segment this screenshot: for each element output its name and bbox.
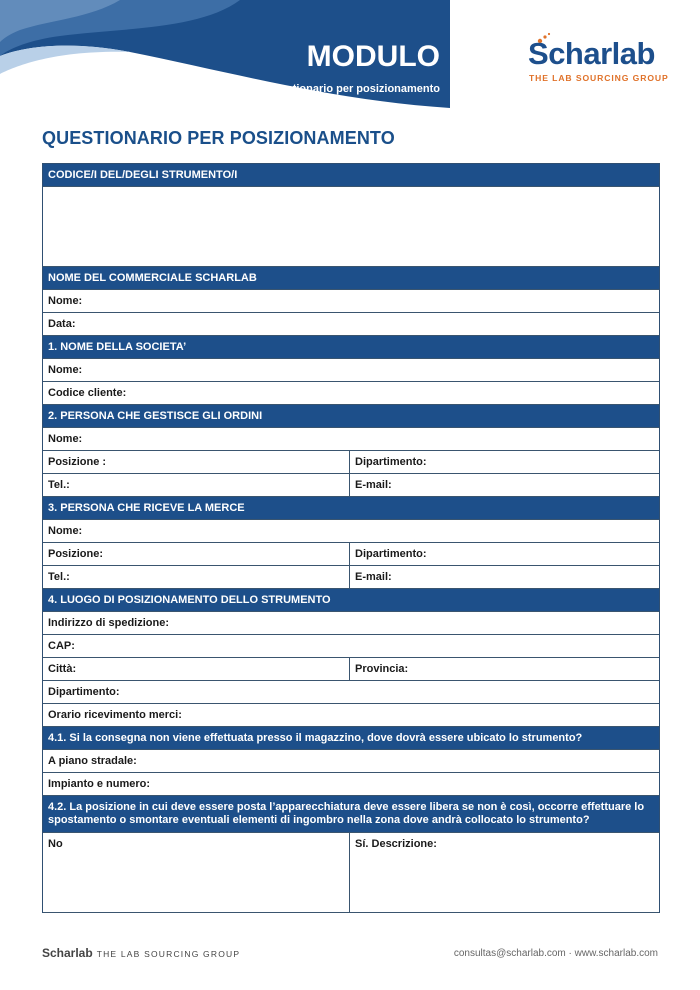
orders-position-field[interactable]: Posizione : <box>43 451 350 473</box>
orders-position-row <box>43 451 659 474</box>
section-header <box>43 267 659 290</box>
receiver-tel-field[interactable]: Tel.: <box>43 566 350 588</box>
page-title: QUESTIONARIO PER POSIZIONAMENTO <box>42 128 395 148</box>
q42-header: 4.2. La posizione in cui deve essere posta l’apparecchiatura deve essere libera se non è così, occorre effettuare lo spostamento o smontare eventuali elementi di ingombro nella zona dove andrà collocato lo strumento? <box>48 801 645 826</box>
cap-field[interactable]: CAP: <box>43 635 659 658</box>
receiver-position-row <box>43 543 659 566</box>
footer-brand-tagline: THE LAB SOURCING GROUP <box>96 949 241 959</box>
province-field[interactable]: Provincia: <box>355 663 409 675</box>
answer-no-field[interactable]: No <box>43 833 350 912</box>
answer-yes-field[interactable]: Sí. Descrizione: <box>355 838 437 850</box>
scharlab-logo <box>528 36 668 86</box>
section-header <box>43 164 659 187</box>
instrument-codes-label: CODICE/I DEL/DEGLI STRUMENTO/I <box>48 169 238 181</box>
q42-answer-row <box>43 833 659 913</box>
orders-name-field[interactable]: Nome: <box>43 428 659 451</box>
sales-date-field[interactable]: Data: <box>43 313 659 336</box>
orders-tel-field[interactable]: Tel.: <box>43 474 350 496</box>
receiver-position-field[interactable]: Posizione: <box>43 543 350 565</box>
company-name-field[interactable]: Nome: <box>43 359 659 382</box>
sales-header: NOME DEL COMMERCIALE SCHARLAB <box>48 272 257 284</box>
section-header <box>43 727 659 750</box>
footer-brand <box>42 946 240 960</box>
positioning-form <box>42 163 660 913</box>
section-header <box>43 405 659 428</box>
form-title: MODULO <box>306 40 440 73</box>
section-header <box>43 497 659 520</box>
customer-code-field[interactable]: Codice cliente: <box>43 382 659 405</box>
logo-wordmark: Scharlab <box>528 36 655 71</box>
city-province-row <box>43 658 659 681</box>
receiving-hours-field[interactable]: Orario ricevimento merci: <box>43 704 659 727</box>
logo-tagline: THE LAB SOURCING GROUP <box>529 73 669 83</box>
company-header: 1. NOME DELLA SOCIETA’ <box>48 341 187 353</box>
location-header: 4. LUOGO DI POSIZIONAMENTO DELLO STRUMENTO <box>48 594 331 606</box>
footer-brand-name: Scharlab <box>42 946 93 960</box>
form-subtitle: Questionario per posizionamento <box>265 83 440 95</box>
receiver-department-field[interactable]: Dipartimento: <box>355 548 427 560</box>
section-header <box>43 336 659 359</box>
shipping-address-field[interactable]: Indirizzo di spedizione: <box>43 612 659 635</box>
sales-name-field[interactable]: Nome: <box>43 290 659 313</box>
orders-email-field[interactable]: E-mail: <box>355 479 392 491</box>
section-header <box>43 589 659 612</box>
receiver-name-field[interactable]: Nome: <box>43 520 659 543</box>
city-field[interactable]: Città: <box>43 658 350 680</box>
street-level-field[interactable]: A piano stradale: <box>43 750 659 773</box>
department-field[interactable]: Dipartimento: <box>43 681 659 704</box>
receiver-contact-row <box>43 566 659 589</box>
receiver-header: 3. PERSONA CHE RICEVE LA MERCE <box>48 502 245 514</box>
plant-number-field[interactable]: Impianto e numero: <box>43 773 659 796</box>
section-header <box>43 796 659 833</box>
footer-contact[interactable]: consultas@scharlab.com · www.scharlab.com <box>453 948 658 959</box>
instrument-codes-field[interactable] <box>43 187 659 267</box>
orders-contact-row <box>43 474 659 497</box>
q41-header: 4.1. Si la consegna non viene effettuata presso il magazzino, dove dovrà essere ubicato lo strumento? <box>48 732 583 744</box>
orders-department-field[interactable]: Dipartimento: <box>355 456 427 468</box>
receiver-email-field[interactable]: E-mail: <box>355 571 392 583</box>
orders-header: 2. PERSONA CHE GESTISCE GLI ORDINI <box>48 410 263 422</box>
